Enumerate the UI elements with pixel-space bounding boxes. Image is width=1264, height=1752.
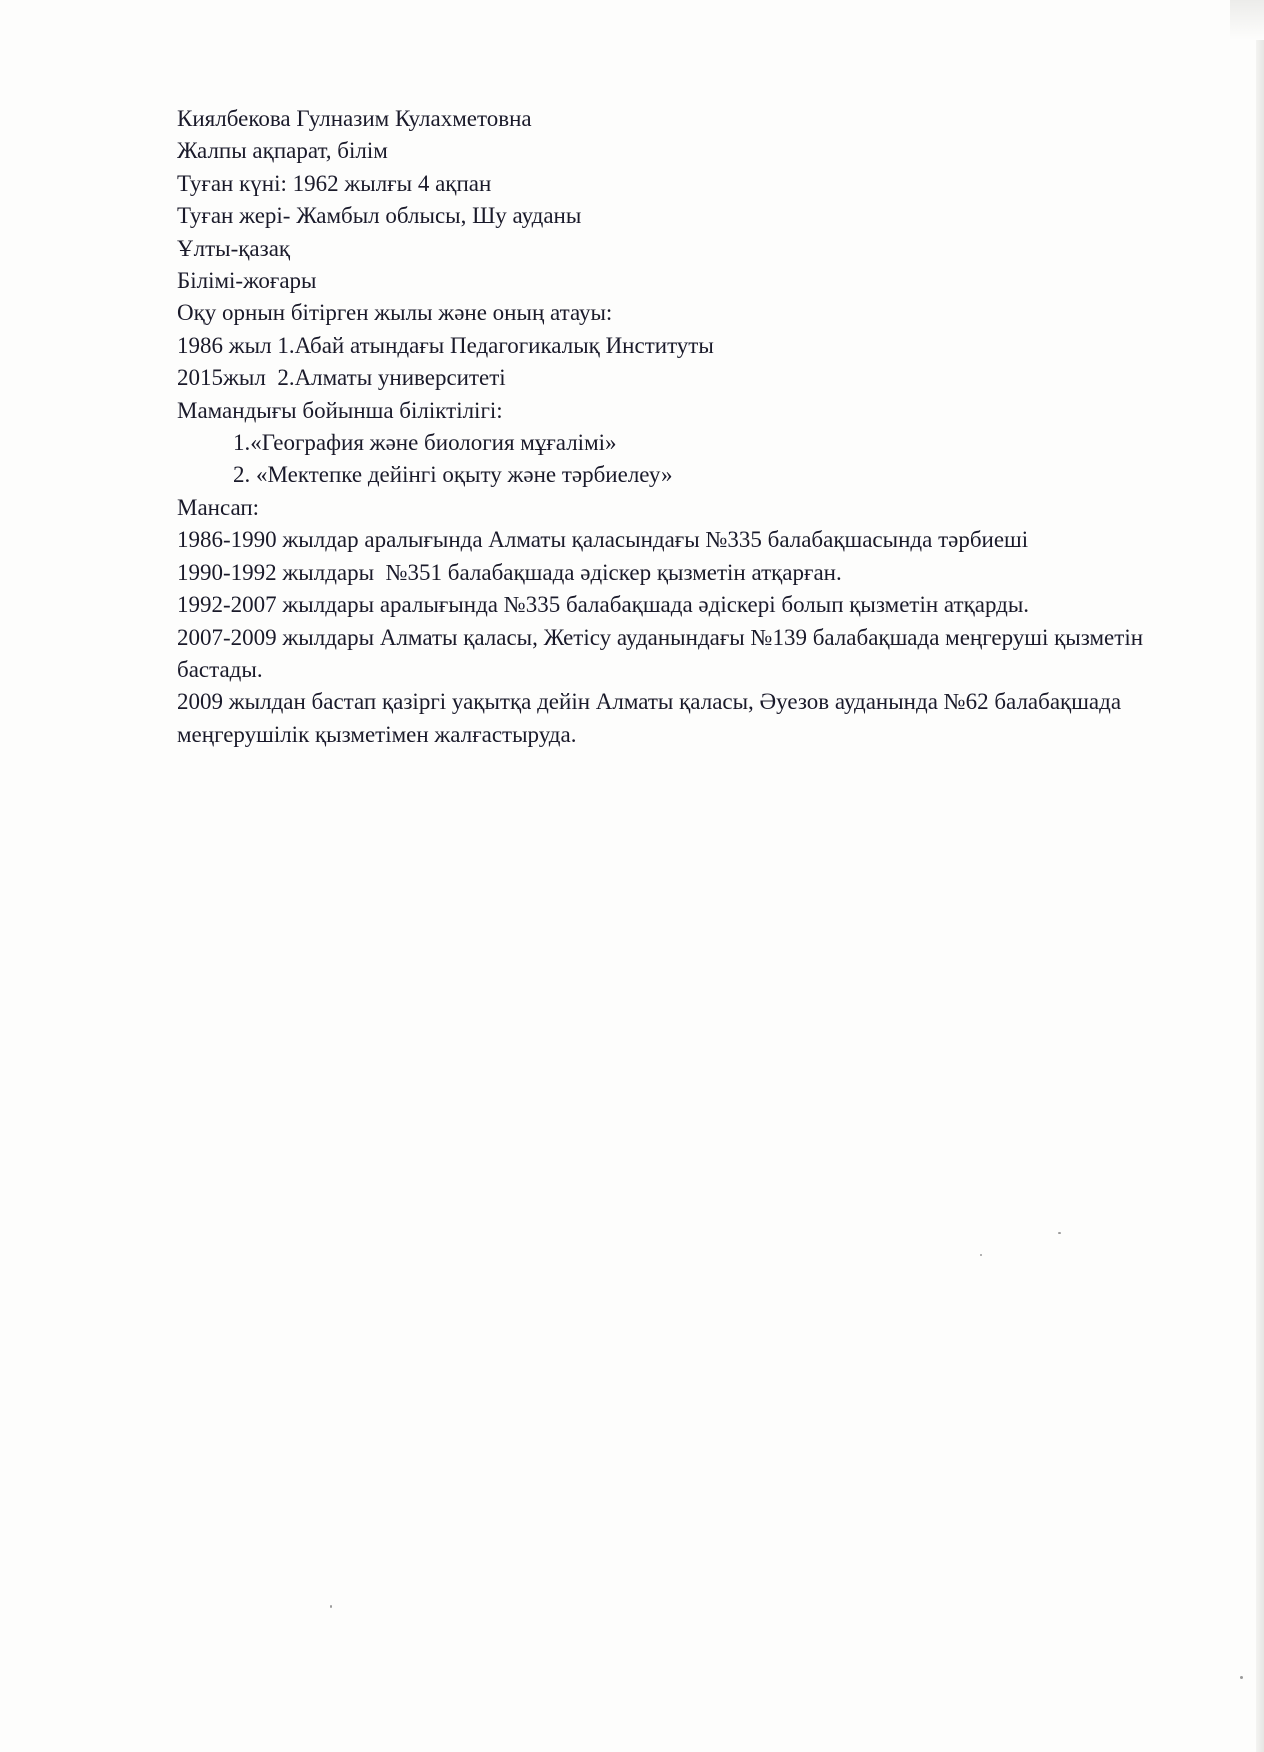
qualification-heading: Мамандығы бойынша біліктілігі: <box>177 397 503 423</box>
qualification-item: 2. «Мектепке дейінгі оқыту және тәрбиелеу» <box>233 462 673 488</box>
career-item: 1986-1990 жылдар аралығында Алматы қаласындағы №335 балабақшасында тәрбиеші <box>177 527 1029 553</box>
scan-speck <box>980 1254 982 1256</box>
career-heading: Мансап: <box>177 494 260 520</box>
scan-shadow-right <box>1256 0 1264 1752</box>
graduation-item: 1986 жыл 1.Абай атындағы Педагогикалық Институты <box>177 332 714 358</box>
scan-speck <box>330 1605 332 1608</box>
career-item: 1990-1992 жылдары №351 балабақшада әдіскер қызметін атқарған. <box>177 559 842 585</box>
scan-speck <box>1240 1676 1243 1679</box>
career-item: 2007-2009 жылдары Алматы қаласы, Жетісу ауданындағы №139 балабақшада меңгеруші қызметін бастады. <box>177 624 1149 682</box>
graduation-heading: Оқу орнын бітірген жылы және оның атауы: <box>177 300 613 326</box>
name-line: Киялбекова Гулназим Кулахметовна <box>177 106 532 131</box>
birth-date-line: Туған күні: 1962 жылғы 4 ақпан <box>177 170 492 196</box>
scan-shadow-top <box>1230 0 1264 40</box>
career-item: 1992-2007 жылдары аралығында №335 балабақшада әдіскері болып қызметін атқарды. <box>177 592 1030 618</box>
section-general-info: Жалпы ақпарат, білім <box>177 138 388 164</box>
nationality-line: Ұлты-қазақ <box>177 235 291 261</box>
birth-place-line: Туған жері- Жамбыл облысы, Шу ауданы <box>177 203 582 229</box>
graduation-item: 2015жыл 2.Алматы университеті <box>177 365 506 391</box>
qualification-item: 1.«География және биология мұғалімі» <box>233 430 617 456</box>
education-level-line: Білімі-жоғары <box>177 268 317 294</box>
biography-text <box>177 103 1157 751</box>
career-item: 2009 жылдан бастап қазіргі уақытқа дейін Алматы қаласы, Әуезов ауданында №62 балабақшада меңгерушілік қызметімен жалғастыруда. <box>177 689 1133 747</box>
scan-speck <box>1058 1232 1061 1234</box>
